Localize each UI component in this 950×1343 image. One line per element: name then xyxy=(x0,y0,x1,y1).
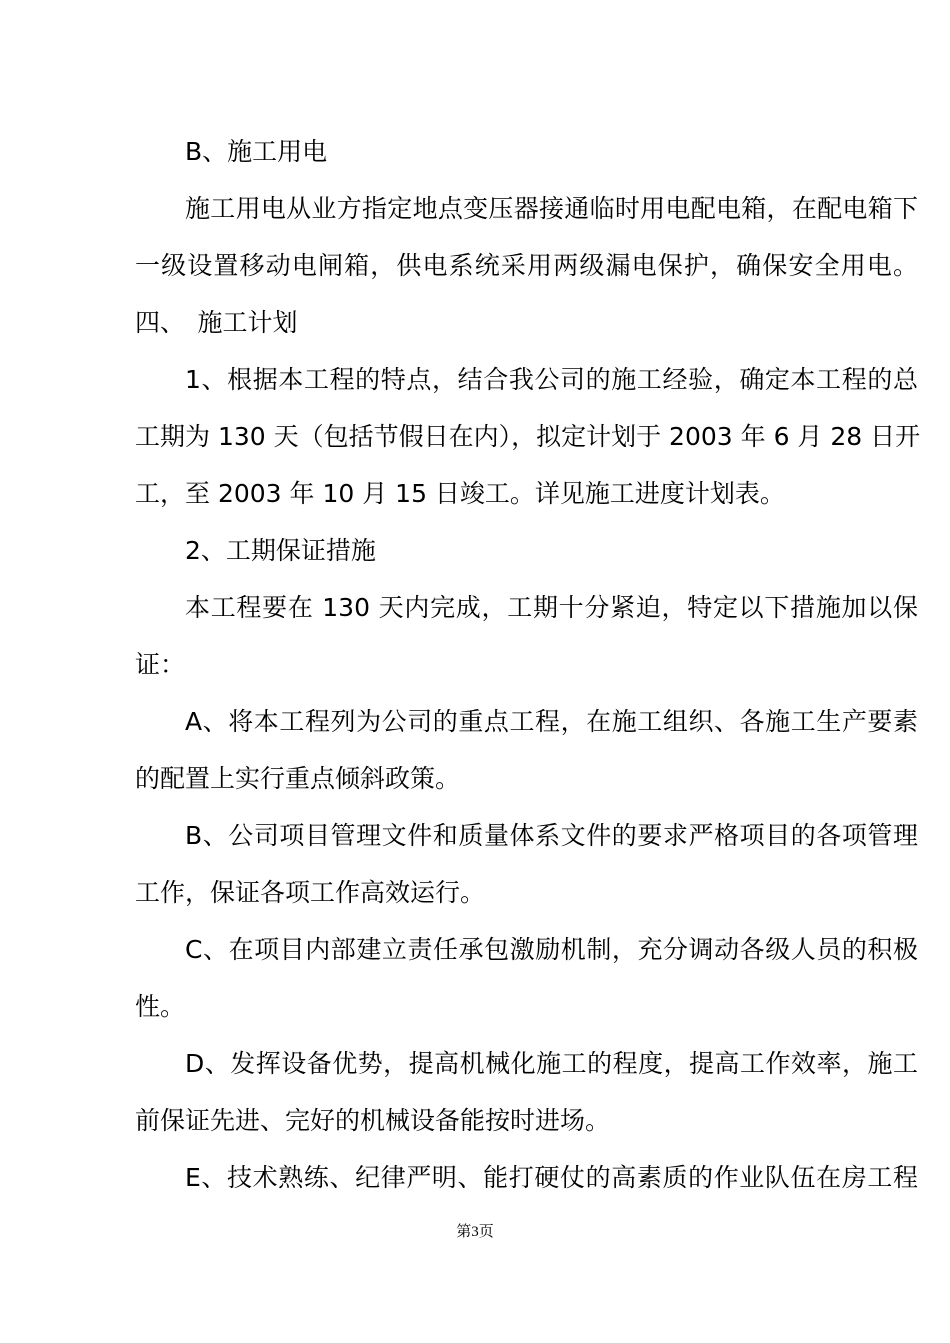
page-number: 第3页 xyxy=(456,1224,494,1240)
paragraph-line: 的配置上实行重点倾斜政策。 xyxy=(135,764,461,793)
paragraph-line: 工期为 130 天（包括节假日在内），拟定计划于 2003 年 6 月 28 日开 xyxy=(135,422,921,451)
paragraph-line: 工，至 2003 年 10 月 15 日竣工。详见施工进度计划表。 xyxy=(135,479,785,508)
paragraph-line: A、将本工程列为公司的重点工程，在施工组织、各施工生产要素 xyxy=(185,707,918,736)
subheading-schedule-guarantee: 2、工期保证措施 xyxy=(185,536,376,565)
paragraph-line: 工作，保证各项工作高效运行。 xyxy=(135,878,486,907)
paragraph-line: D、发挥设备优势，提高机械化施工的程度，提高工作效率，施工 xyxy=(185,1049,918,1078)
subheading-power-supply: B、施工用电 xyxy=(185,137,328,166)
paragraph-line: 证： xyxy=(135,650,186,679)
section-heading-construction-plan: 四、 施工计划 xyxy=(135,308,298,337)
paragraph-line: 一级设置移动电闸箱，供电系统采用两级漏电保护，确保安全用电。 xyxy=(135,251,918,280)
paragraph-line: E、技术熟练、纪律严明、能打硬仗的高素质的作业队伍在房工程 xyxy=(185,1163,918,1192)
paragraph-line: 本工程要在 130 天内完成，工期十分紧迫，特定以下措施加以保 xyxy=(185,593,918,622)
paragraph-line: 1、根据本工程的特点，结合我公司的施工经验，确定本工程的总 xyxy=(185,365,918,394)
paragraph-line: B、公司项目管理文件和质量体系文件的要求严格项目的各项管理 xyxy=(185,821,918,850)
paragraph-line: 性。 xyxy=(135,992,186,1021)
paragraph-line: 施工用电从业方指定地点变压器接通临时用电配电箱，在配电箱下 xyxy=(185,194,918,223)
paragraph-line: 前保证先进、完好的机械设备能按时进场。 xyxy=(135,1106,611,1135)
paragraph-line: C、在项目内部建立责任承包激励机制，充分调动各级人员的积极 xyxy=(185,935,918,964)
